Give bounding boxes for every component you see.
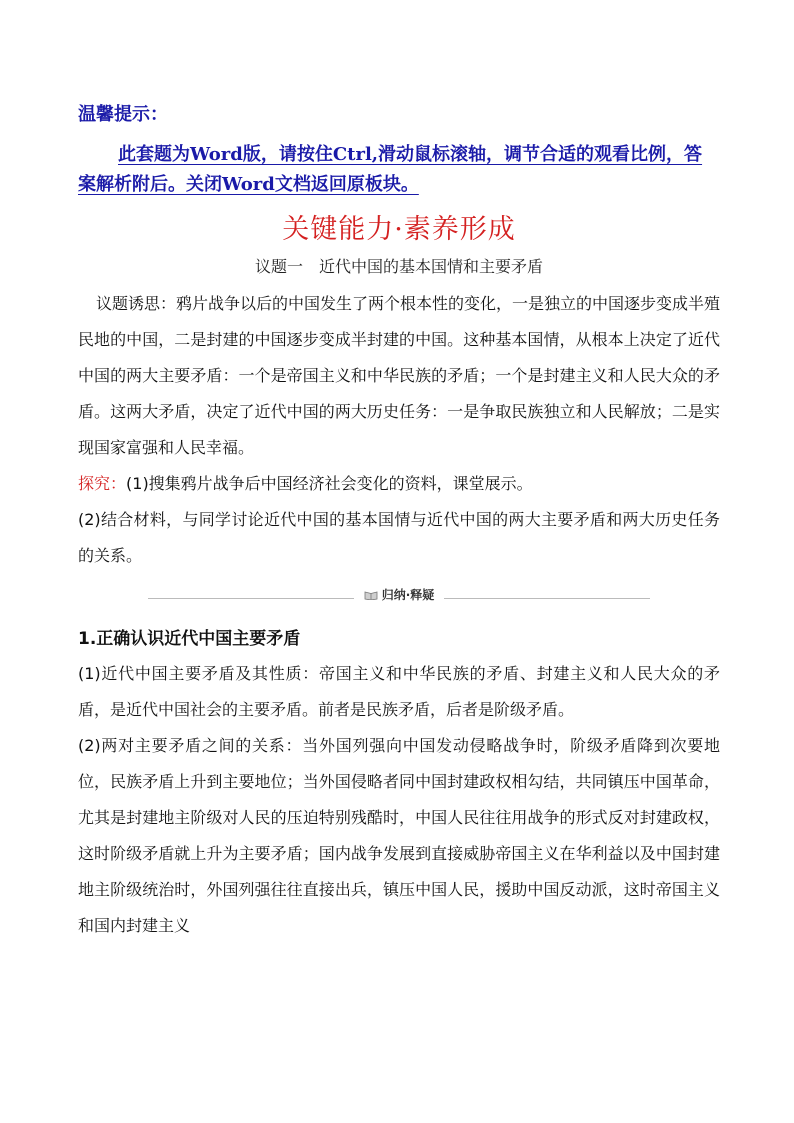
section-paragraph-1: (1)近代中国主要矛盾及其性质：帝国主义和中华民族的矛盾、封建主义和人民大众的矛盾，是近代中国社会的主要矛盾。前者是民族矛盾，后者是阶级矛盾。: [78, 664, 720, 719]
explore-item-1-text: (1)搜集鸦片战争后中国经济社会变化的资料，课堂展示。: [126, 474, 533, 493]
section-heading: 1.正确认识近代中国主要矛盾: [78, 629, 301, 649]
tip-body: 此套题为Word版，请按住Ctrl,滑动鼠标滚轴，调节合适的观看比例，答案解析附后。关闭Word文档返回原板块。: [78, 144, 703, 195]
document-page: [78, 100, 720, 944]
tip-title: 温馨提示：: [78, 104, 168, 125]
section-divider: [78, 584, 720, 608]
page-title: 关键能力·素养形成: [282, 214, 516, 245]
divider-label-wrap: [354, 584, 445, 607]
topic-subtitle: 议题一 近代中国的基本国情和主要矛盾: [254, 257, 543, 276]
book-icon: [364, 585, 378, 607]
intro-paragraph: 议题诱思：鸦片战争以后的中国发生了两个根本性的变化，一是独立的中国逐步变成半殖民地的中国，二是封建的中国逐步变成半封建的中国。这种基本国情，从根本上决定了近代中国的两大主要矛盾：一个是帝国主义和中华民族的矛盾；一个是封建主义和人民大众的矛盾。这两大矛盾，决定了近代中国的两大历史任务：一是争取民族独立和人民解放；二是实现国家富强和人民幸福。: [78, 294, 721, 457]
explore-item-1: [78, 466, 720, 502]
explore-label: 探究：: [78, 474, 127, 493]
section-paragraph-2: (2)两对主要矛盾之间的关系：当外国列强向中国发动侵略战争时，阶级矛盾降到次要地位，民族矛盾上升到主要地位；当外国侵略者同中国封建政权相勾结，共同镇压中国革命，尤其是封建地主阶级对人民的压迫特别残酷时，中国人民往往用战争的形式反对封建政权，这时阶级矛盾就上升为主要矛盾；国内战争发展到直接威胁帝国主义在华利益以及中国封建地主阶级统治时，外国列强往往直接出兵，镇压中国人民，援助中国反动派，这时帝国主义和国内封建主义: [78, 736, 720, 935]
divider-label: 归纳·释疑: [381, 588, 435, 602]
explore-item-2: (2)结合材料，与同学讨论近代中国的基本国情与近代中国的两大主要矛盾和两大历史任务的关系。: [78, 510, 720, 565]
